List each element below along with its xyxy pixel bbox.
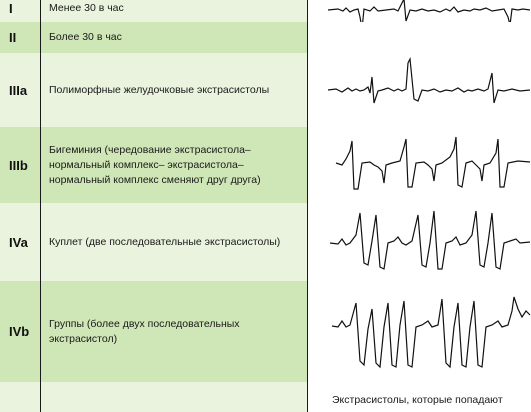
ecg-cell	[308, 382, 531, 412]
description-cell: Куплет (две последовательные экстрасистолы)	[40, 203, 308, 281]
table-row	[0, 203, 531, 282]
table-row	[0, 53, 531, 128]
table-row	[0, 22, 531, 54]
class-cell: IVa	[9, 234, 28, 250]
ecg-trace-iiia	[308, 53, 531, 127]
ecg-cell	[308, 22, 531, 53]
ecg-cell	[308, 0, 531, 22]
description-cell: Более 30 в час	[40, 22, 308, 53]
description-cell: Группы (более двух последовательных экстрасистол)	[40, 281, 308, 382]
table-row	[0, 127, 531, 204]
description-cell: Бигеминия (чередование экстрасистола–нормальный комплекс– экстрасистола–нормальный комплекс сменяют друг друга)	[40, 127, 308, 203]
description-cell	[40, 382, 308, 412]
table-row	[0, 281, 531, 383]
class-cell: I	[9, 1, 13, 16]
ecg-trace-iva	[308, 203, 531, 281]
class-cell: II	[9, 30, 17, 45]
ecg-cell	[308, 53, 531, 127]
ecg-trace-i	[308, 0, 531, 22]
class-cell	[0, 382, 40, 412]
ecg-cell	[308, 127, 531, 203]
row-note: Экстрасистолы, которые попадают	[332, 394, 503, 406]
ecg-trace-iiib	[308, 127, 531, 203]
ecg-cell	[308, 203, 531, 281]
class-cell: IVb	[9, 324, 30, 339]
class-cell: IIIa	[9, 82, 28, 98]
ecg-cell	[308, 281, 531, 382]
class-cell: IIIb	[9, 157, 28, 173]
description-cell: Менее 30 в час	[40, 0, 308, 22]
description-cell: Полиморфные желудочковые экстрасистолы	[40, 53, 308, 127]
table-row	[0, 382, 531, 412]
table-row	[0, 0, 531, 23]
ecg-trace-ivb	[308, 281, 531, 382]
